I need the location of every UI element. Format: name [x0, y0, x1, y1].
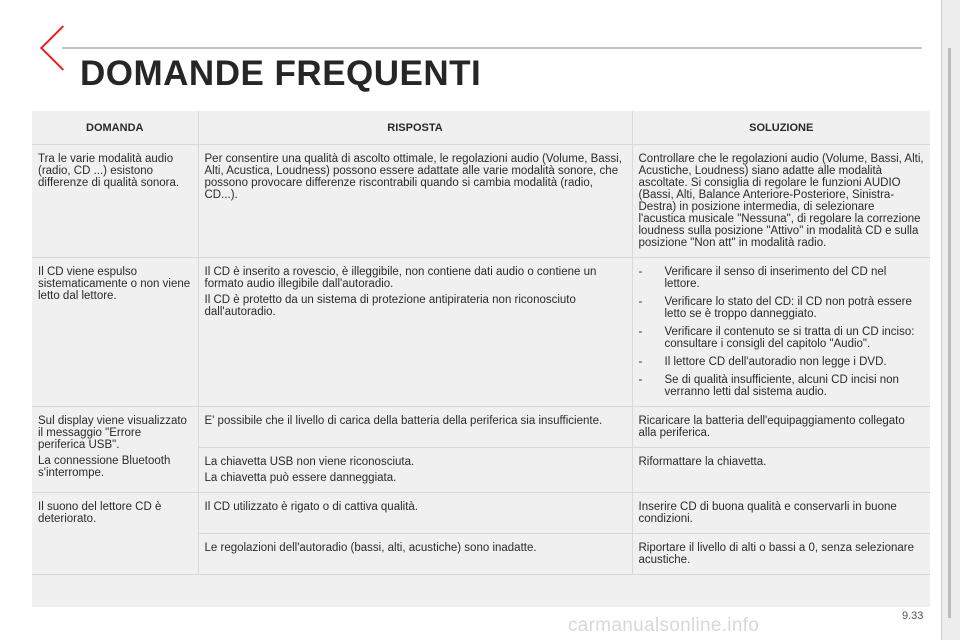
- watermark: carmanualsonline.info: [568, 615, 760, 636]
- answer-cell: [198, 493, 632, 534]
- solution-cell: [632, 534, 930, 575]
- question-text: Tra le varie modalità audio (radio, CD ...) esistono differenze di qualità sonora.: [38, 153, 180, 189]
- answer-cell: [198, 448, 632, 493]
- table-header-row: [32, 111, 930, 145]
- solution-text: Inserire CD di buona qualità e conservarli in buone condizioni.: [638, 501, 897, 525]
- list-item: - Se di qualità insufficiente, alcuni CD incisi non verranno letti dal sistema audio.: [638, 374, 899, 398]
- page-edge-rule: [948, 48, 951, 618]
- table-row: [32, 407, 930, 448]
- question-cell: [32, 407, 198, 493]
- page-number: 9.33: [902, 610, 924, 622]
- solution-list: [639, 266, 925, 398]
- list-item: - Il lettore CD dell'autoradio non legge i DVD.: [638, 356, 887, 368]
- answer-text: La chiavetta può essere danneggiata.: [204, 472, 397, 484]
- solution-text: Riportare il livello di alti o bassi a 0, senza selezionare acustiche.: [638, 542, 915, 566]
- question-text: Il suono del lettore CD è deteriorato.: [38, 501, 162, 525]
- solution-text: Ricaricare la batteria dell'equipaggiamento collegato alla periferica.: [638, 415, 905, 439]
- solution-cell: [632, 258, 930, 407]
- solution-item-text: Verificare il contenuto se si tratta di un CD inciso: consultare i consigli del capitolo "Audio".: [664, 326, 915, 350]
- answer-cell: [198, 145, 632, 258]
- table-row: [32, 493, 930, 534]
- solution-item-text: Il lettore CD dell'autoradio non legge i DVD.: [664, 356, 887, 368]
- list-item: - Verificare il contenuto se si tratta di un CD inciso: consultare i consigli del capitolo "Audio".: [638, 326, 915, 350]
- question-text: Il CD viene espulso sistematicamente o non viene letto dal lettore.: [38, 266, 191, 302]
- answer-text: Le regolazioni dell'autoradio (bassi, alti, acustiche) sono inadatte.: [204, 542, 537, 554]
- solution-item-text: Se di qualità insufficiente, alcuni CD incisi non verranno letti dal sistema audio.: [664, 374, 899, 398]
- solution-text: Riformattare la chiavetta.: [638, 456, 767, 468]
- table-row: [32, 258, 930, 407]
- list-item: - Verificare lo stato del CD: il CD non potrà essere letto se è troppo danneggiato.: [638, 296, 912, 320]
- solution-cell: [632, 493, 930, 534]
- header-soluzione: SOLUZIONE: [632, 111, 930, 145]
- table-row: [32, 145, 930, 258]
- answer-text: La chiavetta USB non viene riconosciuta.: [204, 456, 415, 468]
- question-cell: [32, 258, 198, 407]
- header-domanda: DOMANDA: [32, 111, 198, 145]
- header-rule: [62, 47, 922, 49]
- list-item: - Verificare il senso di inserimento del CD nel lettore.: [638, 266, 887, 290]
- answer-text: Per consentire una qualità di ascolto ottimale, le regolazioni audio (Volume, Bassi, Alti, Acustica, Loudness) possono essere adattate alle varie modalità sonore, che possono provocare differenze riscontrabili quando si cambia modalità (radio, CD...).: [204, 153, 622, 201]
- answer-text: Il CD utilizzato è rigato o di cattiva qualità.: [204, 501, 418, 513]
- solution-cell: [632, 145, 930, 258]
- corner-accent-mark: [40, 25, 85, 70]
- answer-text: Il CD è inserito a rovescio, è illeggibile, non contiene dati audio o contiene un formato audio illegibile dall'autoradio.: [204, 266, 597, 290]
- solution-text: Controllare che le regolazioni audio (Volume, Bassi, Alti, Acustiche, Loudness) siano adatte alle modalità ascoltate. Si consiglia di regolare le funzioni AUDIO (Bassi, Alti, Balance Anteriore-Posteriore, Sinistra-Destra) in posizione intermedia, di selezionare l'acustica musicale "Nessuna", di regolare la correzione loudness sulla posizione "Attivo" in modalità CD e sulla posizione "Non att" in modalità radio.: [638, 153, 924, 249]
- solution-cell: [632, 407, 930, 448]
- question-text: La connessione Bluetooth s'interrompe.: [38, 455, 171, 479]
- question-text: Sul display viene visualizzato il messaggio "Errore periferica USB".: [38, 415, 187, 451]
- solution-item-text: Verificare il senso di inserimento del CD nel lettore.: [664, 266, 887, 290]
- answer-text: E' possibile che il livello di carica della batteria della periferica sia insufficiente.: [204, 415, 603, 427]
- page-title: DOMANDE FREQUENTI: [80, 54, 482, 93]
- solution-item-text: Verificare lo stato del CD: il CD non potrà essere letto se è troppo danneggiato.: [664, 296, 912, 320]
- answer-cell: [198, 534, 632, 575]
- answer-cell: [198, 258, 632, 407]
- faq-table: [32, 111, 930, 575]
- question-cell: [32, 493, 198, 575]
- answer-text: Il CD è protetto da un sistema di protezione antipirateria non riconosciuto dall'autoradio.: [204, 294, 576, 318]
- header-risposta: RISPOSTA: [198, 111, 632, 145]
- solution-cell: [632, 448, 930, 493]
- answer-cell: [198, 407, 632, 448]
- question-cell: [32, 145, 198, 258]
